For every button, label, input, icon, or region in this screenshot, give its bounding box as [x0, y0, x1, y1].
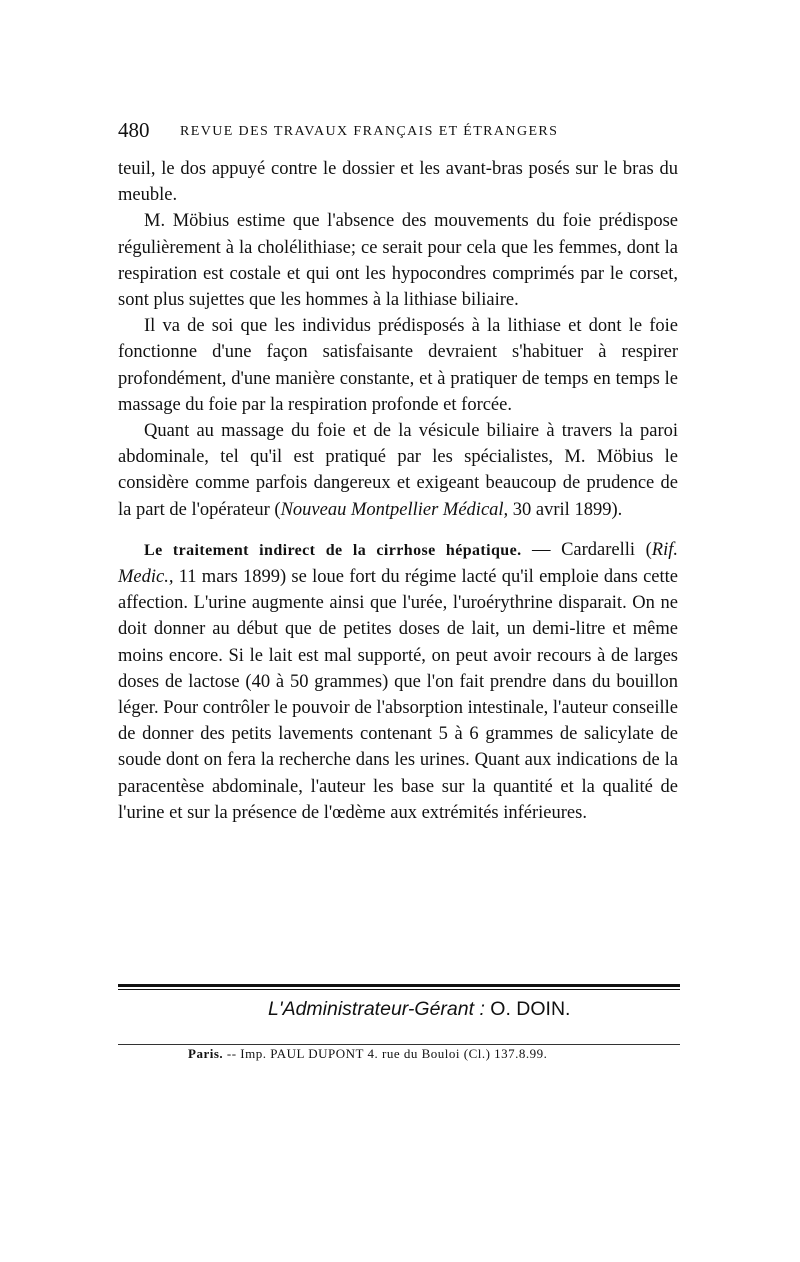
article-body — [118, 156, 678, 826]
footer-rule-thick — [118, 984, 680, 987]
imprint-city: Paris. — [188, 1046, 224, 1061]
section-text: 11 mars 1899) se loue fort du régime lacté qu'il emploie dans cette affection. L'urine augmente ainsi que l'urée, l'uroérythrine disparait. On ne doit donner au début que de petites doses de lait, un demi-litre et même moins encore. Si le lait est mal supporté, on peut avoir recours à de larges doses de lactose (40 à 50 grammes) que l'on fait prendre dans du bouillon léger. Pour contrôler le pouvoir de l'absorption intestinale, l'auteur conseille de donner des petits lavements contenant 5 à 6 grammes de salicylate de soude dont on fera la recherche dans les urines. Quant aux indications de la paracentèse abdominale, l'auteur les base sur la quantité et la qualité de l'urine et sur la présence de l'œdème aux extrémités inférieures. — [118, 567, 678, 823]
paragraph-text: Quant au massage du foie et de la vésicule biliaire à travers la paroi abdominale, tel qu'il est pratiqué par les spécialistes, M. Möbius le considère comme parfois dangereux et exigeant beaucoup de prudence de la part de l'opérateur — [118, 421, 678, 520]
admin-role: L'Administrateur-Gérant : — [268, 998, 485, 1020]
paragraph: Il va de soi que les individus prédisposés à la lithiase et dont le foie fonctionne d'une façon satisfaisante devraient s'habituer à respirer profondément, d'une manière constante, et à pratiquer de temps en temps le massage du foie par la respiration profonde et forcée. — [118, 316, 678, 415]
printer-imprint — [188, 1046, 547, 1062]
imprint-rule — [118, 1044, 680, 1045]
imprint-text: -- Imp. PAUL DUPONT 4. rue du Bouloi (Cl.) 137.8.99. — [223, 1046, 548, 1061]
paragraph: M. Möbius estime que l'absence des mouvements du foie prédispose régulièrement à la cholélithiase; ce serait pour cela que les femmes, dont la respiration est costale et qui ont les hypocondres comprimés par le corset, sont plus sujettes que les hommes à la lithiase biliaire. — [118, 211, 678, 311]
paragraph — [118, 418, 678, 523]
administrator-line — [268, 998, 570, 1021]
page-number: 480 — [118, 118, 150, 142]
admin-name: O. DOIN. — [490, 998, 571, 1020]
footer-rule-thin — [118, 989, 680, 990]
citation-date: 30 avril 1899). — [512, 499, 623, 520]
section-ref-journal: Rif. Medic., — [118, 539, 678, 588]
section-paragraph — [118, 537, 678, 826]
citation-journal: Nouveau Montpellier Médical, — [280, 499, 509, 520]
section-title: Le traitement indirect de la cirrhose hépatique. — [144, 541, 522, 559]
paragraph: teuil, le dos appuyé contre le dossier et les avant-bras posés sur le bras du meuble. — [118, 159, 678, 206]
running-title: REVUE DES TRAVAUX FRANÇAIS ET ÉTRANGERS — [180, 124, 559, 139]
citation-open: ( — [274, 499, 281, 520]
page-header — [118, 118, 678, 148]
section-dash: — Cardarelli ( — [521, 539, 652, 560]
